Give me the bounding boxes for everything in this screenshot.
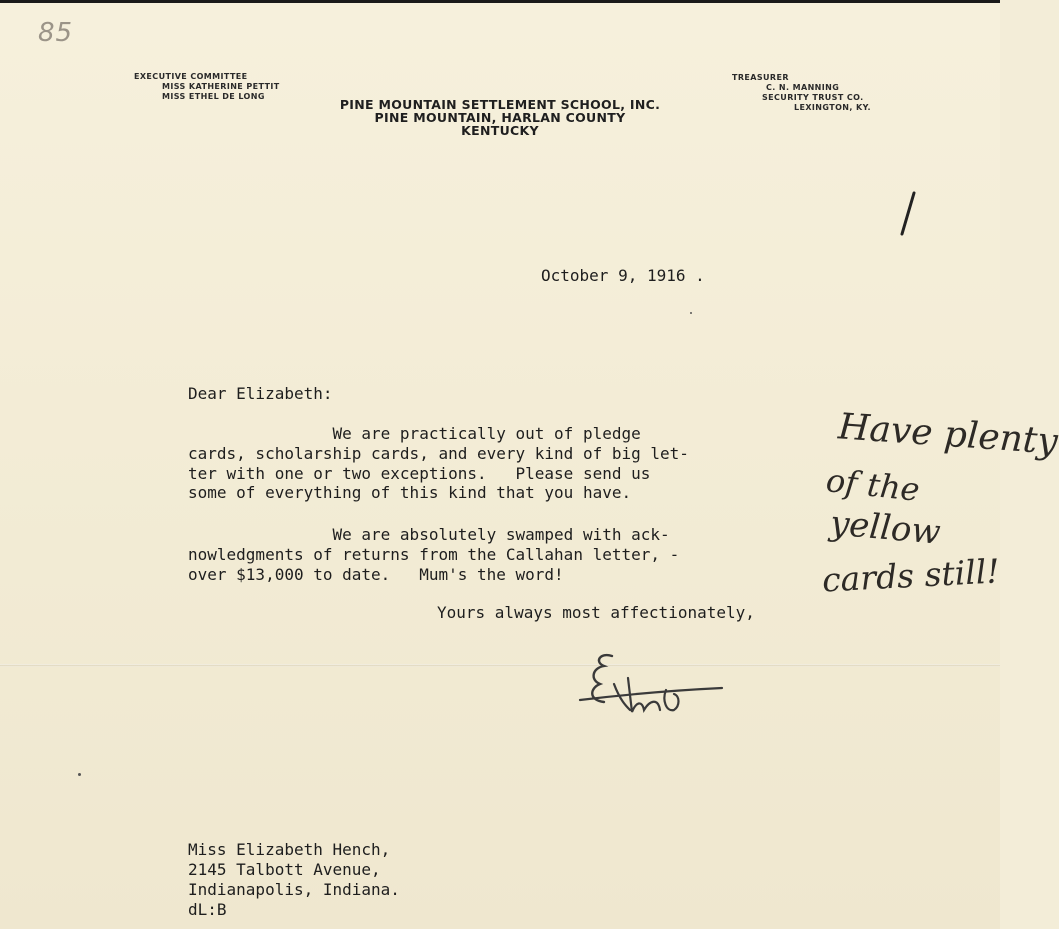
school-state: KENTUCKY — [461, 123, 539, 138]
treasurer-title: TREASURER — [732, 73, 789, 82]
pencil-archive-number: 85 — [38, 18, 74, 48]
letter-paragraph-1: We are practically out of pledge cards, scholarship cards, and every kind of big let- ter with one or two exceptions. Please send us some of everything of this kind that you have. — [188, 424, 689, 503]
handwritten-note-line: cards still! — [821, 551, 1001, 600]
handwritten-note-line: yellow — [828, 503, 943, 553]
treasurer-name: C. N. MANNING — [766, 83, 840, 92]
handwritten-note-line: of the — [824, 461, 922, 509]
committee-member: MISS KATHERINE PETTIT — [162, 82, 280, 91]
paper-speck — [690, 312, 692, 314]
school-masthead — [300, 98, 700, 137]
paper-fold-crease — [0, 664, 1000, 667]
executive-committee-block — [134, 72, 280, 102]
letter-closing: Yours always most affectionately, — [437, 603, 755, 622]
handwritten-note-line: Have plenty — [836, 406, 1059, 463]
letter-date: October 9, 1916 . — [541, 266, 705, 285]
treasurer-city: LEXINGTON, KY. — [794, 103, 871, 112]
scan-top-edge — [0, 0, 1000, 3]
treasurer-block — [732, 73, 871, 113]
committee-member: MISS ETHEL DE LONG — [162, 92, 265, 101]
treasurer-company: SECURITY TRUST CO. — [762, 93, 864, 102]
school-name: PINE MOUNTAIN SETTLEMENT SCHOOL, INC. — [339, 97, 661, 112]
school-location: PINE MOUNTAIN, HARLAN COUNTY — [374, 110, 626, 125]
letter-paragraph-2: We are absolutely swamped with ack- nowledgments of returns from the Callahan letter, - over $13,000 to date. Mum's the word! — [188, 525, 680, 584]
pencil-tick-mark — [897, 190, 919, 238]
letter-salutation: Dear Elizabeth: — [188, 384, 333, 403]
paper-speck — [78, 773, 81, 776]
recipient-address: Miss Elizabeth Hench, 2145 Talbott Avenue, Indianapolis, Indiana. dL:B — [188, 840, 400, 919]
handwritten-signature — [570, 640, 730, 730]
executive-committee-title: EXECUTIVE COMMITTEE — [134, 72, 248, 81]
